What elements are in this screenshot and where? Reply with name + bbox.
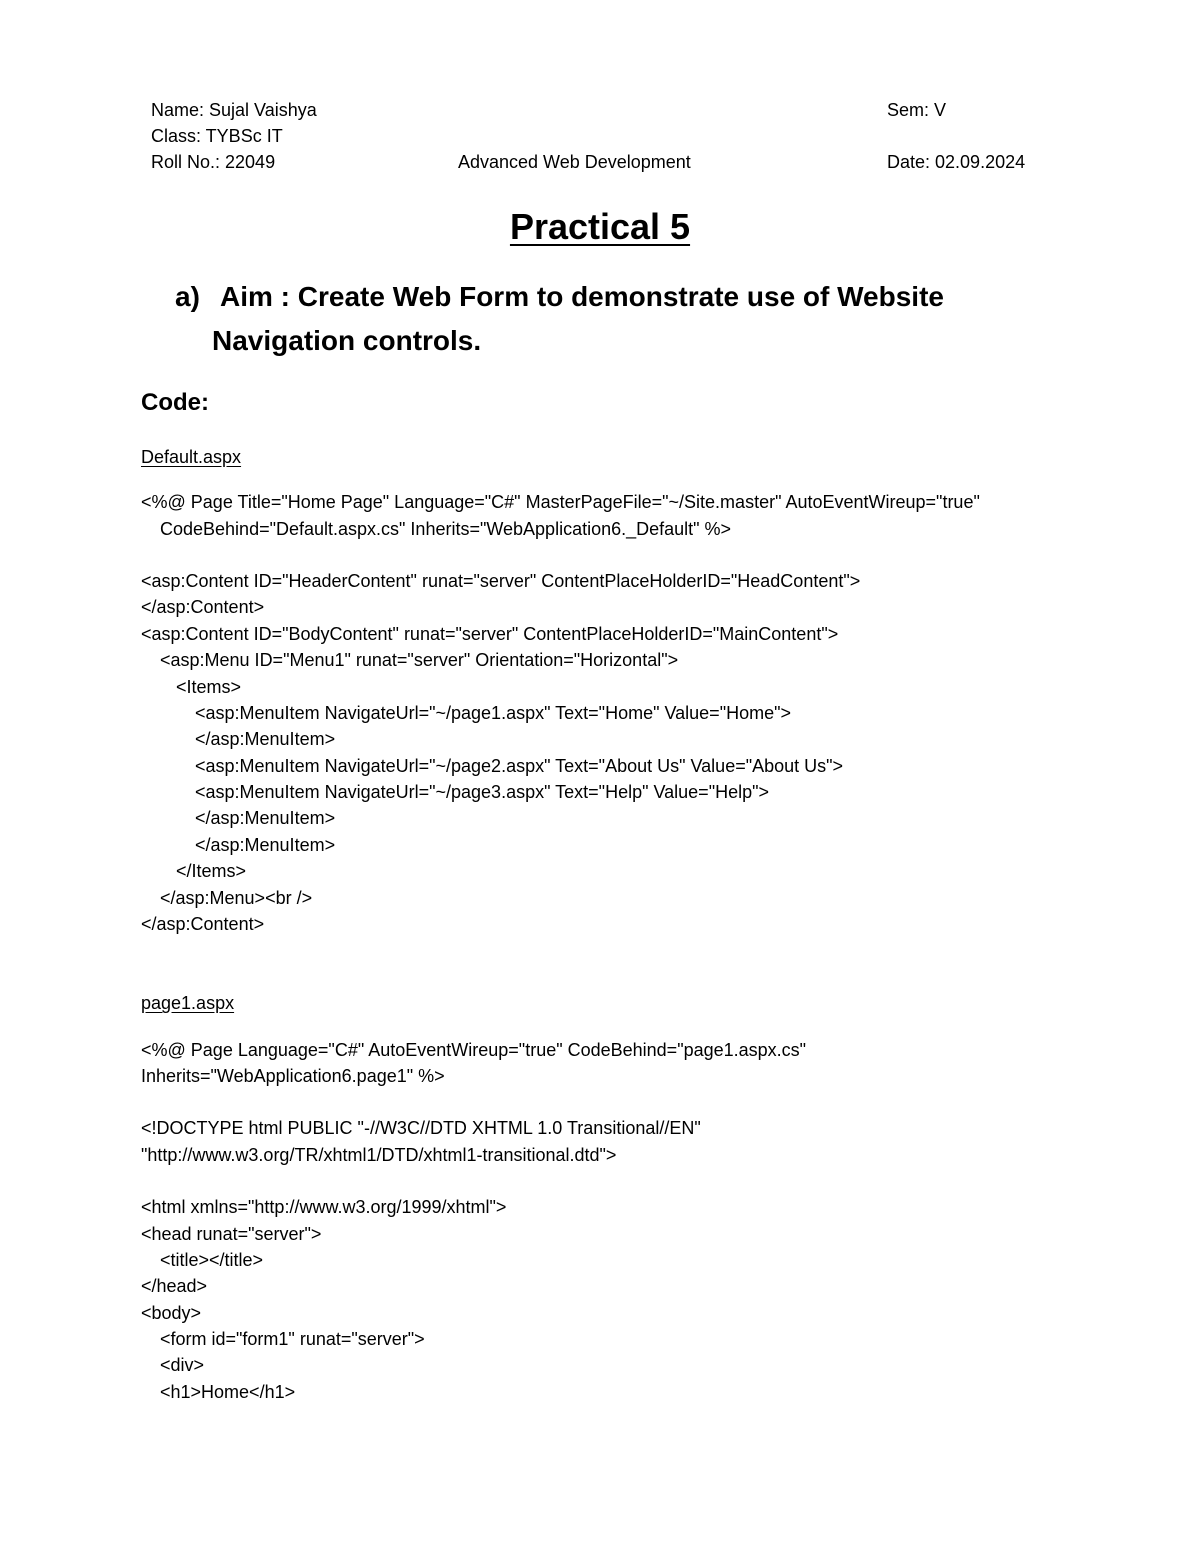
aim-marker: a): [175, 281, 200, 312]
code-line: <html xmlns="http://www.w3.org/1999/xhtml">: [141, 1197, 507, 1217]
aim-line-2: Navigation controls.: [212, 325, 482, 356]
code-line: <asp:Content ID="BodyContent" runat="server" ContentPlaceHolderID="MainContent">: [141, 624, 839, 644]
code-line: <title></title>: [160, 1250, 264, 1270]
semester: Sem: V: [887, 100, 947, 120]
code-line: <body>: [141, 1303, 202, 1323]
code-line: <div>: [160, 1355, 205, 1375]
code-line: </Items>: [176, 861, 247, 881]
student-class: Class: TYBSc IT: [151, 126, 283, 146]
code-line: <asp:Content ID="HeaderContent" runat="server" ContentPlaceHolderID="HeadContent">: [141, 571, 861, 591]
code-line: </asp:Menu><br />: [160, 888, 313, 908]
code-line: <head runat="server">: [141, 1224, 322, 1244]
code-line: <asp:MenuItem NavigateUrl="~/page1.aspx" Text="Home" Value="Home">: [195, 703, 791, 723]
code-line: </asp:Content>: [141, 914, 265, 934]
code-line: <!DOCTYPE html PUBLIC "-//W3C//DTD XHTML 1.0 Transitional//EN": [141, 1118, 701, 1138]
page1-aspx-heading: page1.aspx: [141, 993, 235, 1013]
code-line: <Items>: [176, 677, 242, 697]
code-line: </asp:MenuItem>: [195, 808, 336, 828]
subject-name: Advanced Web Development: [458, 152, 691, 172]
code-line: </asp:MenuItem>: [195, 729, 336, 749]
code-line: CodeBehind="Default.aspx.cs" Inherits="WebApplication6._Default" %>: [160, 519, 732, 539]
roll-number: Roll No.: 22049: [151, 152, 276, 172]
code-line: <h1>Home</h1>: [160, 1382, 296, 1402]
code-line: <%@ Page Title="Home Page" Language="C#" MasterPageFile="~/Site.master" AutoEventWireup="true": [141, 492, 980, 512]
page-title: Practical 5: [509, 206, 691, 247]
student-name: Name: Sujal Vaishya: [151, 100, 317, 120]
code-line: "http://www.w3.org/TR/xhtml1/DTD/xhtml1-transitional.dtd">: [141, 1145, 617, 1165]
code-line: </asp:Content>: [141, 597, 265, 617]
date: Date: 02.09.2024: [887, 152, 1026, 172]
code-line: </asp:MenuItem>: [195, 835, 336, 855]
code-line: <asp:Menu ID="Menu1" runat="server" Orientation="Horizontal">: [160, 650, 679, 670]
code-line: <asp:MenuItem NavigateUrl="~/page2.aspx" Text="About Us" Value="About Us">: [195, 756, 844, 776]
code-heading: Code:: [141, 389, 209, 416]
code-line: Inherits="WebApplication6.page1" %>: [141, 1066, 445, 1086]
code-line: <form id="form1" runat="server">: [160, 1329, 425, 1349]
code-line: <asp:MenuItem NavigateUrl="~/page3.aspx" Text="Help" Value="Help">: [195, 782, 770, 802]
code-line: <%@ Page Language="C#" AutoEventWireup="true" CodeBehind="page1.aspx.cs": [141, 1040, 807, 1060]
aim-line-1: Aim : Create Web Form to demonstrate use of Website: [220, 281, 944, 312]
code-line: </head>: [141, 1276, 208, 1296]
default-aspx-heading: Default.aspx: [141, 447, 242, 467]
